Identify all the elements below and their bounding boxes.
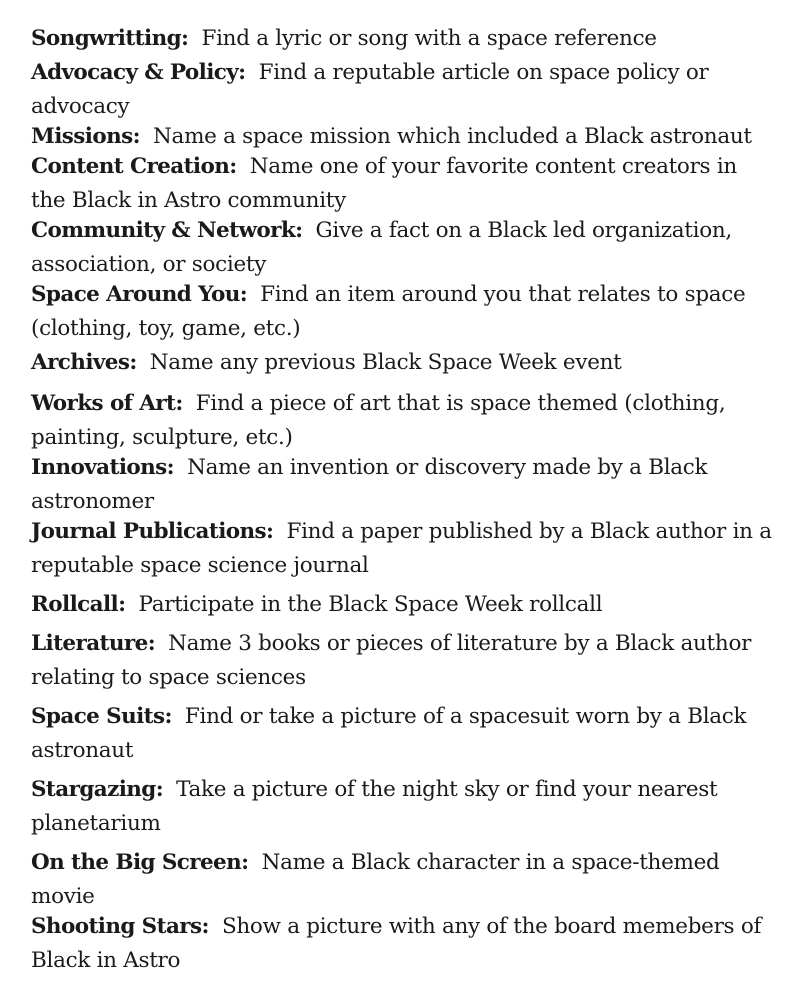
item-description: Name an invention or discovery made by a Black astronomer (31, 455, 708, 514)
list-item-content-creation (31, 150, 776, 218)
item-description: Find a lyric or song with a space reference (201, 26, 657, 51)
list-item-on-the-big-screen (31, 846, 776, 914)
list-item-works-of-art (31, 387, 776, 455)
item-term: Space Around You: (31, 282, 248, 307)
list-item-innovations (31, 451, 776, 519)
item-term: Innovations: (31, 455, 174, 480)
item-description: Show a picture with any of the board memebers of Black in Astro (31, 914, 762, 973)
list-item-journal-publications (31, 515, 776, 583)
item-term: On the Big Screen: (31, 850, 249, 875)
item-description: Name a Black character in a space-themed movie (31, 850, 720, 909)
item-term: Shooting Stars: (31, 914, 209, 939)
list-item-archives (31, 346, 776, 380)
item-description: Take a picture of the night sky or find your nearest planetarium (31, 777, 718, 836)
list-item-community-network (31, 214, 776, 282)
item-term: Literature: (31, 631, 156, 656)
list-item-shooting-stars (31, 910, 776, 978)
list-item-stargazing (31, 773, 776, 841)
challenge-list (31, 22, 776, 978)
item-description: Name any previous Black Space Week event (149, 350, 622, 375)
item-description: Name a space mission which included a Black astronaut (153, 124, 752, 149)
item-description: Find or take a picture of a spacesuit worn by a Black astronaut (31, 704, 747, 763)
list-item-advocacy-policy (31, 56, 776, 124)
item-term: Missions: (31, 124, 140, 149)
item-description: Find a reputable article on space policy or advocacy (31, 60, 709, 119)
item-description: Find a paper published by a Black author in a reputable space science journal (31, 519, 772, 578)
item-term: Journal Publications: (31, 519, 274, 544)
item-term: Stargazing: (31, 777, 164, 802)
item-term: Works of Art: (31, 391, 183, 416)
item-term: Community & Network: (31, 218, 303, 243)
item-description: Participate in the Black Space Week rollcall (138, 592, 603, 617)
list-item-literature (31, 627, 776, 695)
item-description: Name one of your favorite content creators in the Black in Astro community (31, 154, 737, 213)
item-term: Space Suits: (31, 704, 172, 729)
item-term: Content Creation: (31, 154, 237, 179)
list-item-songwriting (31, 22, 776, 56)
item-term: Songwritting: (31, 26, 189, 51)
item-term: Advocacy & Policy: (31, 60, 246, 85)
list-item-missions (31, 120, 776, 154)
item-term: Archives: (31, 350, 137, 375)
item-description: Name 3 books or pieces of literature by a Black author relating to space sciences (31, 631, 752, 690)
list-item-rollcall (31, 588, 776, 622)
item-description: Give a fact on a Black led organization, association, or society (31, 218, 732, 277)
list-item-space-around-you (31, 278, 776, 346)
item-term: Rollcall: (31, 592, 126, 617)
item-description: Find an item around you that relates to space (clothing, toy, game, etc.) (31, 282, 746, 341)
list-item-space-suits (31, 700, 776, 768)
item-description: Find a piece of art that is space themed (clothing, painting, sculpture, etc.) (31, 391, 726, 450)
